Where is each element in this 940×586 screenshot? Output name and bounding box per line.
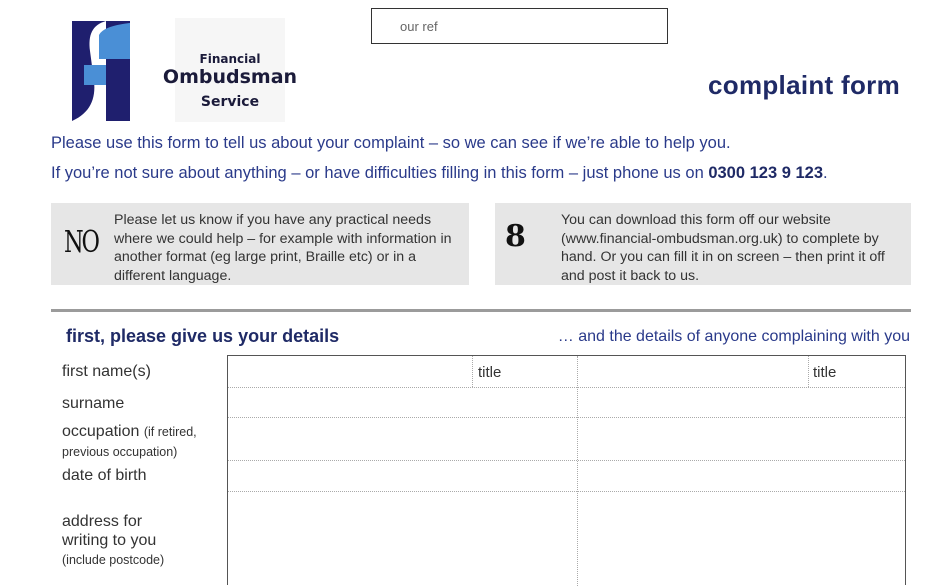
address-note: (include postcode)	[62, 553, 165, 567]
occupation-note-1: (if retired,	[143, 425, 197, 439]
occupation-note-2: previous occupation)	[62, 445, 178, 459]
phone-number: 0300 123 9 123	[708, 164, 824, 182]
details-grid	[227, 355, 906, 585]
surname-field-1[interactable]	[228, 388, 577, 417]
fos-logo-wordmark	[162, 18, 298, 122]
logo-line-financial: Financial	[199, 52, 261, 66]
occupation-label-text: occupation	[62, 423, 140, 440]
section-subheading: … and the details of anyone complaining with you	[557, 328, 910, 345]
title-field-1[interactable]	[508, 356, 577, 387]
title-label-2: title	[813, 364, 837, 381]
section-divider	[51, 309, 911, 312]
download-notice-text: You can download this form off our website (www.financial-ombudsman.org.uk) to complete by hand. Or you can fill it in on screen – then print it off and post it back to us.	[561, 212, 885, 284]
first-name-label: first name(s)	[62, 363, 151, 380]
address-label	[62, 512, 164, 570]
section-heading: first, please give us your details	[66, 326, 340, 346]
address-field-1[interactable]	[228, 492, 577, 586]
occupation-label	[62, 422, 197, 462]
page-title: complaint form	[708, 70, 900, 100]
logo-line-ombudsman: Ombudsman	[162, 66, 298, 88]
no-icon: NO	[64, 225, 98, 260]
intro-line-1: Please use this form to tell us about your complaint – so we can see if we’re able to help you.	[51, 134, 731, 152]
title-divider-1	[472, 356, 473, 387]
download-notice	[495, 203, 911, 285]
logo-line-service: Service	[200, 94, 260, 110]
surname-field-2[interactable]	[578, 388, 905, 417]
intro-line-2-end: .	[823, 164, 828, 182]
address-field-2[interactable]	[578, 492, 905, 586]
address-label-line-1: address for	[62, 513, 143, 530]
title-label-1: title	[478, 364, 502, 381]
first-name-field-1[interactable]	[228, 356, 472, 387]
occupation-field-2[interactable]	[578, 418, 905, 460]
download-symbol-icon: 8	[505, 219, 526, 254]
intro-line-2	[51, 164, 828, 183]
title-field-2[interactable]	[843, 356, 905, 387]
first-name-field-2[interactable]	[578, 356, 808, 387]
accessibility-notice	[51, 203, 469, 285]
dob-field-2[interactable]	[578, 461, 905, 491]
dob-label: date of birth	[62, 467, 147, 484]
surname-label: surname	[62, 395, 125, 412]
dob-field-1[interactable]	[228, 461, 577, 491]
title-divider-2	[808, 356, 809, 387]
intro-line-2-text: If you’re not sure about anything – or have difficulties filling in this form – just phone us on	[51, 164, 709, 182]
our-ref-input[interactable]	[372, 9, 667, 43]
address-label-line-2: writing to you	[62, 532, 157, 549]
occupation-field-1[interactable]	[228, 418, 577, 460]
accessibility-notice-text: Please let us know if you have any practical needs where we could help – for example with information in another format (eg large print, Braille etc) or in a different language.	[114, 212, 452, 284]
fos-logo-mark-icon	[72, 21, 130, 121]
our-ref-box	[371, 8, 668, 44]
